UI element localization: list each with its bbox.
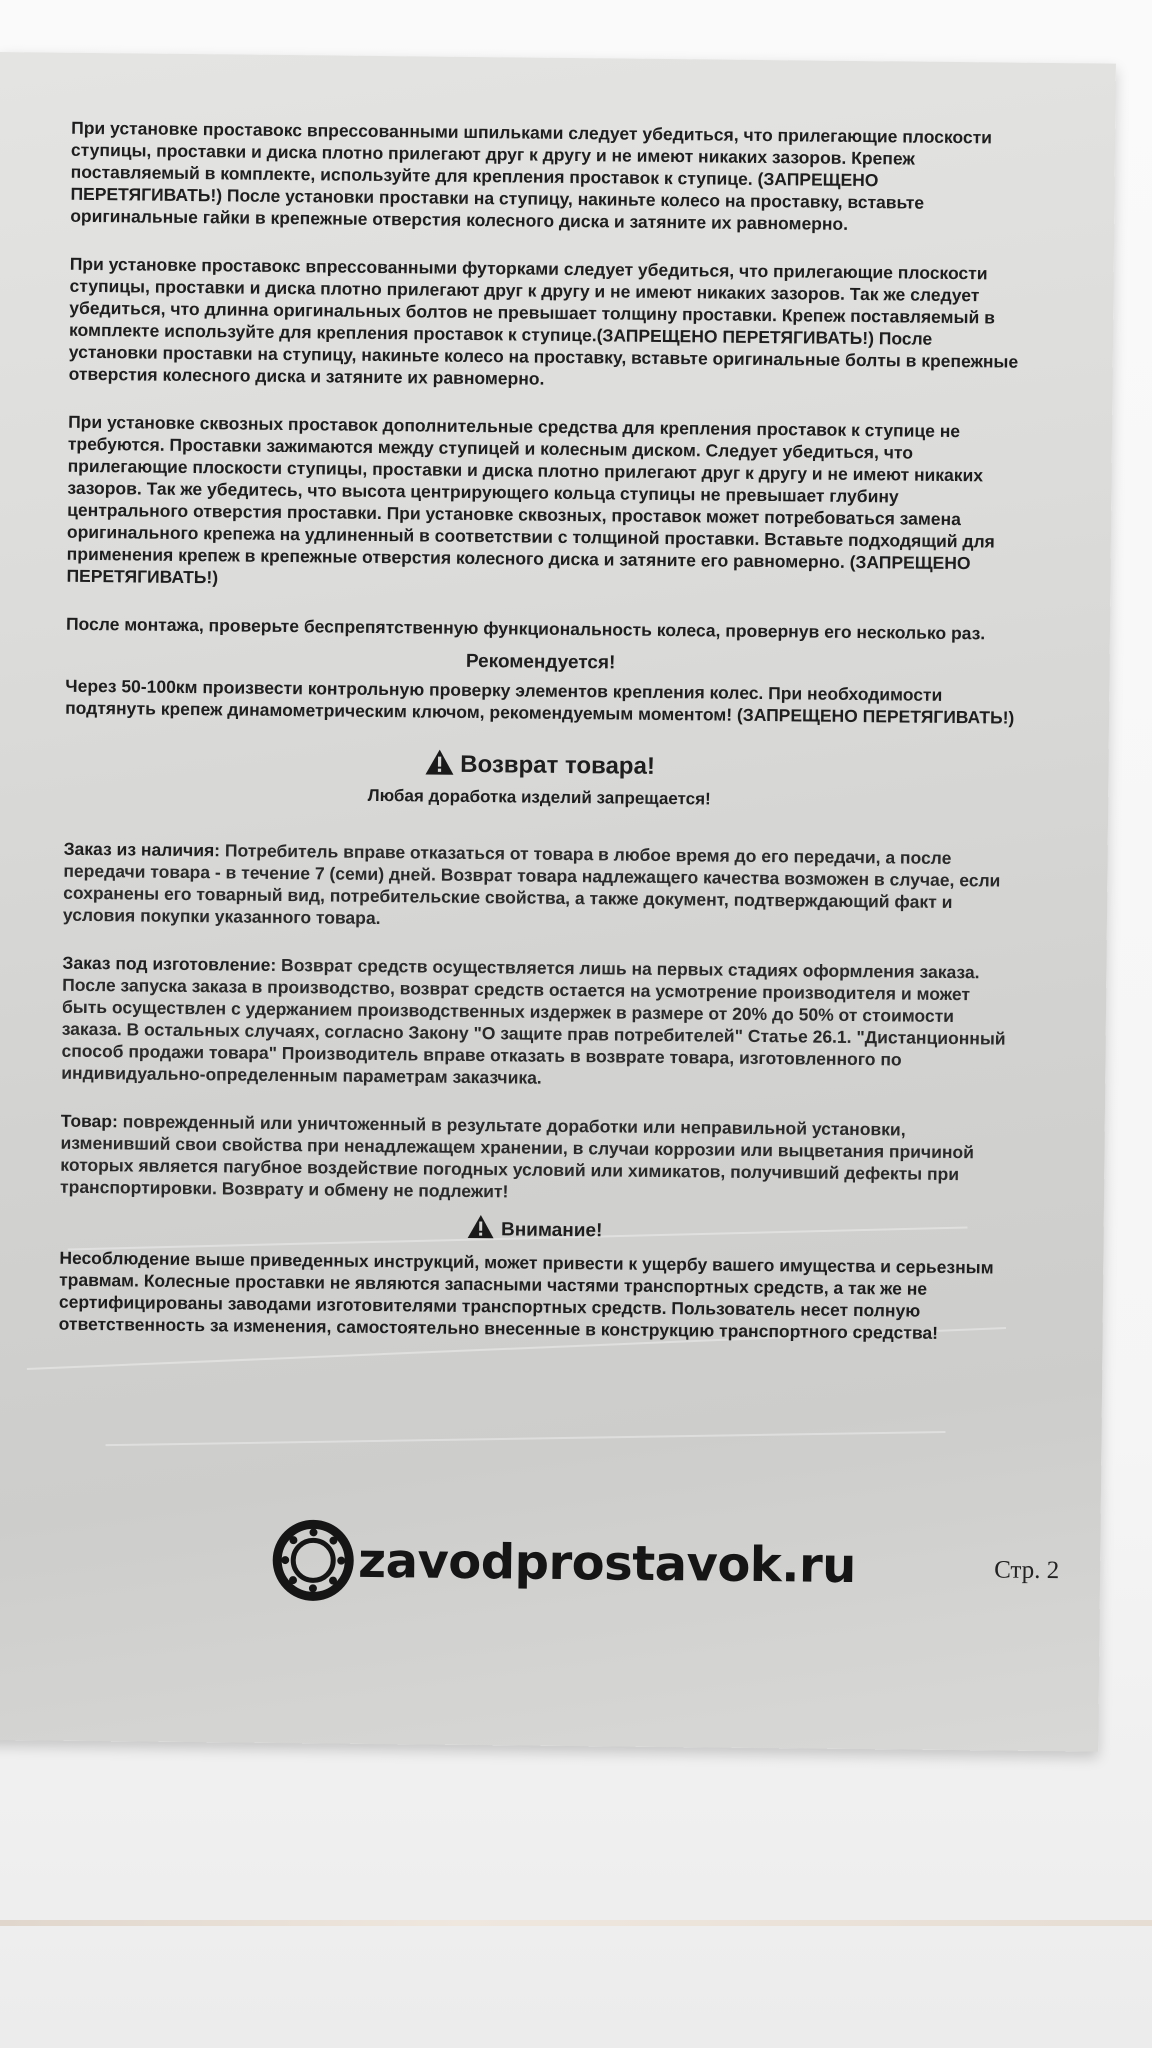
instruction-sheet — [0, 52, 1116, 1752]
recommend-title: Рекомендуется! — [465, 650, 616, 674]
table-edge — [0, 1920, 1152, 1926]
paper-crease — [106, 1431, 946, 1446]
return-subtitle: Любая доработка изделий запрещается! — [367, 785, 711, 809]
return-heading — [64, 745, 1014, 786]
attention-title: Внимание! — [500, 1219, 603, 1242]
bearing-logo-icon — [272, 1519, 355, 1602]
page-number: Стр. 2 — [994, 1556, 1060, 1585]
logo-text: zavodprostavok.ru — [357, 1532, 857, 1595]
paragraph-nuts: При установке проставокс впрессованными футорками следует убедиться, что прилегающие плоскости ступицы, проставки и диска плотно прилегают друг к другу и не имеют никаких зазоров. Так же следует убедиться, что длинна оригинальных болтов не превышает толщину проставки. Крепеж поставляемый в комплекте используйте для крепления проставок к ступице.(ЗАПРЕЩЕНО ПЕРЕТЯГИВАТЬ!) После установки проставки на ступицу, накиньте колесо на проставку, вставьте оригинальные болты в крепежные отверстия колесного диска и затяните их равномерно. — [68, 253, 1019, 389]
return-title: Возврат товара! — [460, 750, 656, 780]
section-made-to-order — [61, 952, 1012, 1094]
section-in-stock — [63, 838, 1014, 936]
warning-triangle-icon — [424, 748, 454, 779]
warning-triangle-icon — [467, 1214, 495, 1245]
sheet-footer — [0, 1512, 1101, 1634]
section-lead: Заказ под изготовление: — [62, 952, 277, 975]
section-text: поврежденный или уничтоженный в результате доработки или неправильной установки, изменивший свои свойства при ненадлежащем хранении, в случаи коррозии или выцветания причиной которых является пагубное воздействие погодных условий или химикатов, получивший дефекты при транспортировки. Возврату и обмену не подлежит! — [60, 1111, 975, 1202]
section-lead: Заказ из наличия: — [63, 838, 221, 861]
section-text: Потребитель вправе отказаться от товара в любое время до его передачи, а после передачи товара - в течение 7 (семи) дней. Возврат товара надлежащего качества возможен в случае, если сохранены его товарный вид, потребительские свойства, а также документ, подтверждающий факт и условия покупки указанного товара. — [62, 840, 1001, 929]
attention-heading — [60, 1210, 1010, 1251]
paragraph-studs: При установке проставокс впрессованными шпильками следует убедиться, что прилегающие плоскости ступицы, проставки и диска плотно прилегают друг к другу и не имеют никаких зазоров. Крепеж поставляемый в комплекте, используйте для крепления проставок к ступице. (ЗАПРЕЩЕНО ПЕРЕТЯГИВАТЬ!) После установки проставки на ступицу, накиньте колесо на проставку, вставьте оригинальные гайки в крепежные отверстия колесного диска и затяните их равномерно. — [70, 117, 993, 234]
paragraph-after-mount: После монтажа, проверьте беспрепятственную функциональность колеса, провернув его несколько раз. — [65, 613, 986, 644]
document-body — [58, 117, 1021, 1371]
recommend-text: Через 50-100км произвести контрольную проверку элементов крепления колес. При необходимости подтянуть крепеж динамометрическим ключом, рекомендуемым моментом! (ЗАПРЕЩЕНО ПЕРЕТЯГИВАТЬ!) — [65, 675, 1015, 728]
section-lead: Товар: — [60, 1110, 118, 1132]
attention-text: Несоблюдение выше приведенных инструкций, может привести к ущербу вашего имущества и серьезным травмам. Колесные проставки не являются запасными частями транспортных средств, а так же не сертифицированы заводами изготовителями транспортных средств. Пользователь несет полную ответственность за изменения, самостоятельно внесенные в конструкцию транспортного средства! — [58, 1247, 994, 1343]
section-text: Возврат средств осуществляется лишь на первых стадиях оформления заказа. После запуска заказа в производство, возврат средств остается на усмотрение производителя и может быть осуществлен с удержанием производственных издержек в размере от 20% до 50% от стоимости заказа. В остальных случаях, согласно Закону "О защите прав потребителей" Статье 26.1. "Дистанционный способ продажи товара" Производитель вправе отказать в возврате товара, изготовленного по индивидуально-определенным параметрам заказчика. — [61, 954, 1006, 1088]
section-goods — [60, 1110, 1011, 1208]
paragraph-through: При установке сквозных проставок дополнительные средства для крепления проставок к ступице не требуются. Проставки зажимаются между ступицей и колесным диском. Следует убедиться, что прилегающие плоскости ступицы, проставки и диска плотно прилегают друг к другу и не имеют никаких зазоров. Так же убедитесь, что высота центрирующего кольца ступицы не превышает глубину центрального отверстия проставки. При установке сквозных, проставок может потребоваться замена оригинального крепежа на удлиненный в соответствии с толщиной проставки. Вставьте подходящий для применения крепеж в крепежные отверстия колесного диска и затяните его равномерно. (ЗАПРЕЩЕНО ПЕРЕТЯГИВАТЬ!) — [66, 411, 995, 588]
brand-logo — [272, 1515, 857, 1611]
